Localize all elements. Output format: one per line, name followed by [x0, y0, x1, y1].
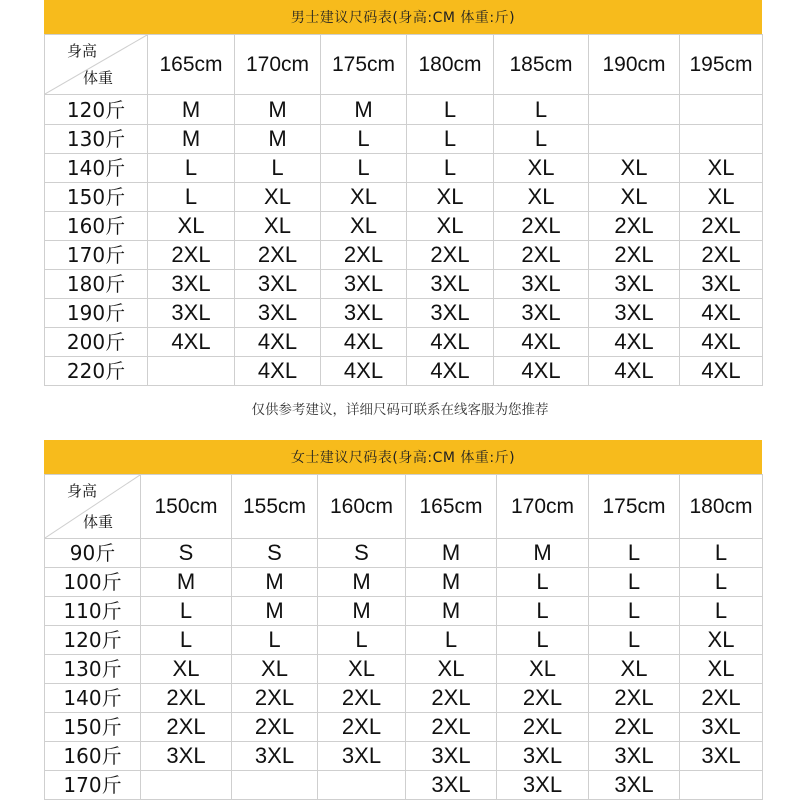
size-cell: 3XL	[680, 270, 763, 299]
size-cell: XL	[497, 655, 589, 684]
size-cell: L	[680, 597, 763, 626]
size-cell: L	[407, 125, 494, 154]
size-cell: 4XL	[235, 357, 321, 386]
size-cell	[148, 357, 235, 386]
size-cell: 4XL	[407, 328, 494, 357]
table-row	[45, 212, 763, 241]
size-cell: M	[141, 568, 232, 597]
weight-label: 190斤	[45, 299, 148, 328]
size-cell: 2XL	[494, 241, 589, 270]
size-cell: XL	[235, 183, 321, 212]
men-header-row	[45, 35, 763, 95]
size-cell: L	[141, 626, 232, 655]
size-cell: L	[407, 95, 494, 125]
size-cell: 3XL	[494, 299, 589, 328]
weight-label: 140斤	[45, 154, 148, 183]
height-header: 165cm	[406, 475, 497, 539]
size-cell: L	[232, 626, 318, 655]
size-cell: 2XL	[589, 713, 680, 742]
size-cell: 2XL	[497, 684, 589, 713]
size-cell: 2XL	[318, 684, 406, 713]
size-cell: 3XL	[148, 270, 235, 299]
men-corner-cell	[45, 35, 148, 95]
size-cell: 2XL	[406, 713, 497, 742]
size-cell: 2XL	[589, 241, 680, 270]
size-cell: 2XL	[680, 241, 763, 270]
size-cell: 3XL	[494, 270, 589, 299]
size-cell: 2XL	[235, 241, 321, 270]
men-chart-title: 男士建议尺码表(身高:CM 体重:斤)	[44, 0, 762, 34]
size-cell: 3XL	[497, 771, 589, 800]
size-cell: L	[497, 568, 589, 597]
weight-label: 150斤	[45, 713, 141, 742]
women-corner-cell	[45, 475, 141, 539]
corner-height-label: 身高	[67, 42, 98, 60]
size-cell: L	[589, 626, 680, 655]
weight-label: 200斤	[45, 328, 148, 357]
weight-label: 180斤	[45, 270, 148, 299]
weight-label: 150斤	[45, 183, 148, 212]
size-cell: L	[494, 95, 589, 125]
size-cell: L	[148, 154, 235, 183]
size-cell: XL	[680, 626, 763, 655]
size-cell: XL	[321, 183, 407, 212]
size-cell: 3XL	[235, 270, 321, 299]
size-cell: 3XL	[232, 742, 318, 771]
size-cell	[680, 125, 763, 154]
size-cell: 4XL	[680, 299, 763, 328]
height-header: 160cm	[318, 475, 406, 539]
table-row	[45, 125, 763, 154]
size-cell: XL	[406, 655, 497, 684]
size-cell: 2XL	[232, 713, 318, 742]
size-cell: 3XL	[680, 713, 763, 742]
table-row	[45, 568, 763, 597]
size-cell: XL	[235, 212, 321, 241]
corner-weight-label: 体重	[83, 513, 114, 531]
size-cell: L	[680, 539, 763, 568]
size-cell: M	[235, 125, 321, 154]
size-cell: 2XL	[407, 241, 494, 270]
height-header: 195cm	[680, 35, 763, 95]
size-cell: L	[407, 154, 494, 183]
table-row	[45, 154, 763, 183]
size-cell: 2XL	[141, 684, 232, 713]
size-cell: M	[321, 95, 407, 125]
women-header-row	[45, 475, 763, 539]
table-row	[45, 655, 763, 684]
size-cell: 2XL	[589, 684, 680, 713]
weight-label: 120斤	[45, 626, 141, 655]
size-cell: 3XL	[589, 742, 680, 771]
size-cell: L	[321, 154, 407, 183]
size-cell: 4XL	[321, 357, 407, 386]
weight-label: 90斤	[45, 539, 141, 568]
table-row	[45, 684, 763, 713]
size-cell: L	[318, 626, 406, 655]
size-cell: M	[232, 597, 318, 626]
women-size-chart	[44, 440, 762, 800]
size-cell: XL	[141, 655, 232, 684]
size-cell: M	[148, 95, 235, 125]
size-cell: XL	[321, 212, 407, 241]
size-cell: L	[406, 626, 497, 655]
size-cell: XL	[407, 183, 494, 212]
table-row	[45, 270, 763, 299]
table-row	[45, 771, 763, 800]
size-cell: XL	[318, 655, 406, 684]
size-cell: XL	[148, 212, 235, 241]
size-cell: S	[232, 539, 318, 568]
size-cell: S	[141, 539, 232, 568]
size-cell: M	[232, 568, 318, 597]
size-cell: 2XL	[232, 684, 318, 713]
table-row	[45, 241, 763, 270]
table-row	[45, 713, 763, 742]
table-row	[45, 742, 763, 771]
weight-label: 170斤	[45, 771, 141, 800]
table-row	[45, 357, 763, 386]
size-cell: 2XL	[589, 212, 680, 241]
size-cell: 2XL	[318, 713, 406, 742]
size-cell: M	[318, 597, 406, 626]
size-cell: XL	[232, 655, 318, 684]
height-header: 150cm	[141, 475, 232, 539]
size-cell: M	[497, 539, 589, 568]
size-cell: L	[589, 539, 680, 568]
size-cell: L	[589, 568, 680, 597]
size-cell: XL	[680, 183, 763, 212]
table-row	[45, 626, 763, 655]
size-cell: M	[318, 568, 406, 597]
size-cell: XL	[680, 655, 763, 684]
size-cell: XL	[589, 655, 680, 684]
weight-label: 120斤	[45, 95, 148, 125]
women-size-table	[44, 474, 763, 800]
size-cell: 2XL	[148, 241, 235, 270]
size-cell	[589, 125, 680, 154]
size-cell: L	[497, 626, 589, 655]
weight-label: 110斤	[45, 597, 141, 626]
size-cell: S	[318, 539, 406, 568]
size-cell: M	[406, 597, 497, 626]
table-row	[45, 183, 763, 212]
size-cell: XL	[494, 154, 589, 183]
size-cell: L	[148, 183, 235, 212]
height-header: 175cm	[321, 35, 407, 95]
table-row	[45, 597, 763, 626]
weight-label: 100斤	[45, 568, 141, 597]
size-cell: 2XL	[680, 684, 763, 713]
size-cell: 4XL	[680, 357, 763, 386]
size-cell: M	[406, 568, 497, 597]
corner-height-label: 身高	[67, 482, 98, 500]
size-cell: 3XL	[141, 742, 232, 771]
size-cell: L	[589, 597, 680, 626]
size-cell: 3XL	[589, 771, 680, 800]
height-header: 180cm	[680, 475, 763, 539]
size-cell: XL	[589, 183, 680, 212]
men-size-table	[44, 34, 763, 386]
size-cell	[589, 95, 680, 125]
table-row	[45, 95, 763, 125]
weight-label: 130斤	[45, 655, 141, 684]
size-cell: XL	[589, 154, 680, 183]
size-cell: 4XL	[680, 328, 763, 357]
height-header: 185cm	[494, 35, 589, 95]
weight-label: 170斤	[45, 241, 148, 270]
size-cell: 4XL	[407, 357, 494, 386]
size-cell: L	[141, 597, 232, 626]
height-header: 175cm	[589, 475, 680, 539]
size-cell	[141, 771, 232, 800]
size-cell	[318, 771, 406, 800]
height-header: 170cm	[235, 35, 321, 95]
size-cell: XL	[680, 154, 763, 183]
size-cell: L	[321, 125, 407, 154]
size-cell: 4XL	[235, 328, 321, 357]
size-cell: 3XL	[497, 742, 589, 771]
size-cell	[680, 771, 763, 800]
corner-weight-label: 体重	[83, 69, 114, 87]
size-cell: 4XL	[148, 328, 235, 357]
size-cell	[680, 95, 763, 125]
size-cell: 4XL	[589, 328, 680, 357]
size-cell: 3XL	[589, 299, 680, 328]
weight-label: 160斤	[45, 212, 148, 241]
size-cell: 3XL	[321, 270, 407, 299]
size-cell: M	[235, 95, 321, 125]
table-row	[45, 328, 763, 357]
size-cell: 2XL	[141, 713, 232, 742]
size-cell: 3XL	[235, 299, 321, 328]
height-header: 165cm	[148, 35, 235, 95]
size-cell: 4XL	[494, 357, 589, 386]
weight-label: 220斤	[45, 357, 148, 386]
size-cell: 2XL	[497, 713, 589, 742]
size-cell: 3XL	[407, 270, 494, 299]
size-cell: 4XL	[494, 328, 589, 357]
size-cell: 2XL	[494, 212, 589, 241]
size-advice-note: 仅供参考建议，详细尺码可联系在线客服为您推荐	[251, 402, 549, 418]
size-cell: 4XL	[321, 328, 407, 357]
men-size-chart	[44, 0, 762, 386]
table-row	[45, 299, 763, 328]
weight-label: 140斤	[45, 684, 141, 713]
size-cell: 3XL	[318, 742, 406, 771]
size-cell: 3XL	[680, 742, 763, 771]
women-chart-title: 女士建议尺码表(身高:CM 体重:斤)	[44, 440, 762, 474]
table-row	[45, 539, 763, 568]
size-cell: 4XL	[589, 357, 680, 386]
size-cell	[232, 771, 318, 800]
size-cell: XL	[407, 212, 494, 241]
size-cell: 3XL	[407, 299, 494, 328]
size-cell: L	[680, 568, 763, 597]
size-cell: L	[235, 154, 321, 183]
size-cell: 3XL	[406, 771, 497, 800]
size-cell: XL	[494, 183, 589, 212]
size-cell: 3XL	[589, 270, 680, 299]
height-header: 155cm	[232, 475, 318, 539]
size-cell: 2XL	[321, 241, 407, 270]
size-cell: 3XL	[148, 299, 235, 328]
size-cell: 3XL	[406, 742, 497, 771]
size-cell: 3XL	[321, 299, 407, 328]
size-cell: M	[148, 125, 235, 154]
size-cell: L	[497, 597, 589, 626]
size-cell: 2XL	[406, 684, 497, 713]
height-header: 190cm	[589, 35, 680, 95]
height-header: 180cm	[407, 35, 494, 95]
size-cell: L	[494, 125, 589, 154]
size-cell: M	[406, 539, 497, 568]
height-header: 170cm	[497, 475, 589, 539]
size-cell: 2XL	[680, 212, 763, 241]
weight-label: 130斤	[45, 125, 148, 154]
weight-label: 160斤	[45, 742, 141, 771]
